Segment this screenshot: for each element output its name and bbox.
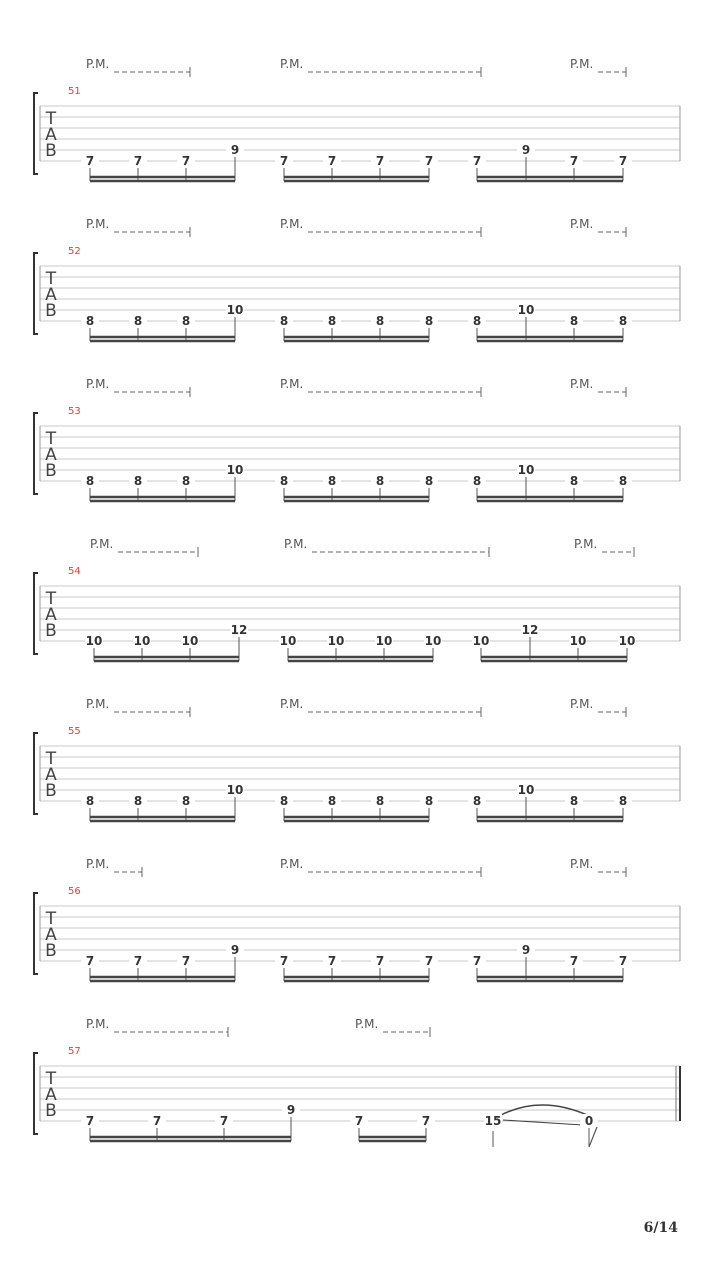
palm-mute-label: P.M. — [86, 217, 110, 231]
tab-clef-letter: B — [45, 301, 57, 321]
fret-number: 7 — [181, 154, 191, 168]
note-group — [85, 623, 248, 661]
note-group — [472, 623, 636, 661]
note-group — [350, 1114, 435, 1141]
fret-number: 7 — [569, 954, 579, 968]
fret-number: 7 — [133, 954, 143, 968]
fret-number: 8 — [327, 314, 337, 328]
fret-number: 10 — [472, 634, 490, 648]
palm-mute-label: P.M. — [280, 857, 304, 871]
system-bracket — [34, 893, 38, 974]
fret-number: 7 — [279, 154, 289, 168]
tab-system — [34, 537, 680, 661]
system-bracket — [34, 413, 38, 494]
system-bracket — [34, 733, 38, 814]
measure-number: 52 — [68, 246, 81, 257]
fret-number: 9 — [521, 143, 531, 157]
fret-number: 10 — [226, 463, 244, 477]
fret-number: 7 — [424, 954, 434, 968]
palm-mute-label: P.M. — [86, 697, 110, 711]
note-group — [275, 474, 438, 501]
fret-number: 9 — [230, 943, 240, 957]
tab-clef-letter: A — [45, 765, 57, 785]
fret-number: 8 — [375, 314, 385, 328]
measure-number: 51 — [68, 86, 81, 97]
palm-mute-label: P.M. — [280, 217, 304, 231]
note-group — [81, 1103, 300, 1141]
note-group — [468, 943, 632, 981]
fret-number: 10 — [279, 634, 297, 648]
fret-number: 8 — [279, 794, 289, 808]
fret-number: 8 — [327, 474, 337, 488]
tab-clef-letter: T — [45, 589, 57, 609]
palm-mute-label: P.M. — [86, 857, 110, 871]
fret-number: 12 — [521, 623, 539, 637]
tab-system — [34, 57, 680, 181]
tab-clef-letter: B — [45, 141, 57, 161]
note-group — [468, 463, 632, 501]
tab-clef-letter: B — [45, 621, 57, 641]
fret-number: 10 — [517, 463, 535, 477]
palm-mute-label: P.M. — [90, 537, 114, 551]
palm-mute-label: P.M. — [574, 537, 598, 551]
fret-number: 10 — [618, 634, 636, 648]
note-group — [81, 943, 244, 981]
tab-clef-letter: T — [45, 749, 57, 769]
fret-number: 8 — [133, 474, 143, 488]
system-bracket — [34, 573, 38, 654]
fret-number: 9 — [521, 943, 531, 957]
fret-number: 8 — [618, 474, 628, 488]
tab-clef-letter: A — [45, 125, 57, 145]
fret-number: 8 — [85, 474, 95, 488]
tab-system — [34, 217, 680, 341]
fret-number: 8 — [279, 474, 289, 488]
palm-mute-label: P.M. — [280, 697, 304, 711]
palm-mute-label: P.M. — [570, 697, 594, 711]
measure-number: 56 — [68, 886, 81, 897]
fret-number: 12 — [230, 623, 248, 637]
note-group — [468, 143, 632, 181]
fret-number: 7 — [354, 1114, 364, 1128]
note-group — [275, 154, 438, 181]
fret-number: 7 — [327, 154, 337, 168]
tab-clef-letter: T — [45, 269, 57, 289]
fret-number: 8 — [133, 314, 143, 328]
fret-number: 7 — [424, 154, 434, 168]
fret-number: 8 — [569, 314, 579, 328]
system-bracket — [34, 1053, 38, 1134]
fret-number: 8 — [569, 474, 579, 488]
palm-mute-label: P.M. — [570, 377, 594, 391]
tab-clef-letter: A — [45, 605, 57, 625]
fret-number: 10 — [375, 634, 393, 648]
measure-number: 57 — [68, 1046, 81, 1057]
tab-clef-letter: B — [45, 781, 57, 801]
fret-number: 9 — [230, 143, 240, 157]
tab-clef-letter: B — [45, 941, 57, 961]
measure-number: 53 — [68, 406, 81, 417]
fret-number: 7 — [279, 954, 289, 968]
note-group — [275, 794, 438, 821]
palm-mute-label: P.M. — [280, 377, 304, 391]
fret-number: 7 — [181, 954, 191, 968]
tab-clef-letter: T — [45, 429, 57, 449]
fret-number: 7 — [152, 1114, 162, 1128]
measure-number: 54 — [68, 566, 81, 577]
palm-mute-label: P.M. — [86, 57, 110, 71]
tab-system — [34, 857, 680, 981]
fret-number: 10 — [226, 783, 244, 797]
measure-number: 55 — [68, 726, 81, 737]
fret-number: 8 — [327, 794, 337, 808]
fret-number: 8 — [375, 474, 385, 488]
palm-mute-label: P.M. — [86, 377, 110, 391]
palm-mute-label: P.M. — [570, 57, 594, 71]
tab-system — [34, 377, 680, 501]
tab-system — [34, 1017, 680, 1147]
fret-number: 8 — [618, 794, 628, 808]
fret-number: 8 — [279, 314, 289, 328]
fret-number: 15 — [484, 1114, 502, 1128]
fret-number: 7 — [472, 954, 482, 968]
palm-mute-label: P.M. — [570, 857, 594, 871]
fret-number: 8 — [181, 314, 191, 328]
fret-number: 8 — [424, 794, 434, 808]
fret-number: 9 — [286, 1103, 296, 1117]
tab-clef-letter: B — [45, 1101, 57, 1121]
note-group — [81, 143, 244, 181]
palm-mute-label: P.M. — [86, 1017, 110, 1031]
fret-number: 8 — [424, 474, 434, 488]
note-group — [81, 783, 244, 821]
tab-clef-letter: A — [45, 285, 57, 305]
fret-number: 8 — [569, 794, 579, 808]
tab-system — [34, 697, 680, 821]
tab-clef-letter: A — [45, 445, 57, 465]
fret-number: 10 — [85, 634, 103, 648]
fret-number: 10 — [226, 303, 244, 317]
fret-number: 8 — [181, 794, 191, 808]
fret-number: 8 — [375, 794, 385, 808]
fret-number: 10 — [569, 634, 587, 648]
note-flag — [589, 1127, 597, 1147]
note-group — [468, 303, 632, 341]
fret-number: 10 — [133, 634, 151, 648]
page-number: 6/14 — [643, 1220, 678, 1236]
fret-number: 7 — [133, 154, 143, 168]
fret-number: 10 — [517, 303, 535, 317]
fret-number: 8 — [472, 474, 482, 488]
tab-clef-letter: B — [45, 461, 57, 481]
note-group — [468, 783, 632, 821]
fret-number: 7 — [219, 1114, 229, 1128]
fret-number: 8 — [85, 794, 95, 808]
fret-number: 7 — [85, 954, 95, 968]
note-group — [275, 954, 438, 981]
palm-mute-label: P.M. — [355, 1017, 379, 1031]
fret-number: 8 — [472, 794, 482, 808]
palm-mute-label: P.M. — [280, 57, 304, 71]
fret-number: 7 — [569, 154, 579, 168]
fret-number: 10 — [424, 634, 442, 648]
tab-clef-letter: T — [45, 909, 57, 929]
fret-number: 8 — [181, 474, 191, 488]
palm-mute-label: P.M. — [284, 537, 308, 551]
fret-number: 7 — [327, 954, 337, 968]
fret-number: 7 — [85, 154, 95, 168]
note-group — [279, 634, 442, 661]
fret-number: 7 — [472, 154, 482, 168]
fret-number: 7 — [618, 154, 628, 168]
fret-number: 8 — [85, 314, 95, 328]
slide-figure — [484, 1105, 598, 1147]
fret-number: 8 — [133, 794, 143, 808]
note-group — [81, 303, 244, 341]
tab-clef-letter: T — [45, 1069, 57, 1089]
tab-clef-letter: A — [45, 925, 57, 945]
fret-number: 7 — [375, 954, 385, 968]
system-bracket — [34, 253, 38, 334]
fret-number: 8 — [424, 314, 434, 328]
fret-number: 7 — [375, 154, 385, 168]
system-bracket — [34, 93, 38, 174]
palm-mute-label: P.M. — [570, 217, 594, 231]
fret-number: 0 — [584, 1114, 594, 1128]
fret-number: 7 — [421, 1114, 431, 1128]
tab-clef-letter: A — [45, 1085, 57, 1105]
tab-clef-letter: T — [45, 109, 57, 129]
fret-number: 7 — [85, 1114, 95, 1128]
fret-number: 10 — [327, 634, 345, 648]
fret-number: 8 — [472, 314, 482, 328]
note-group — [275, 314, 438, 341]
note-group — [81, 463, 244, 501]
fret-number: 7 — [618, 954, 628, 968]
fret-number: 10 — [181, 634, 199, 648]
fret-number: 10 — [517, 783, 535, 797]
fret-number: 8 — [618, 314, 628, 328]
